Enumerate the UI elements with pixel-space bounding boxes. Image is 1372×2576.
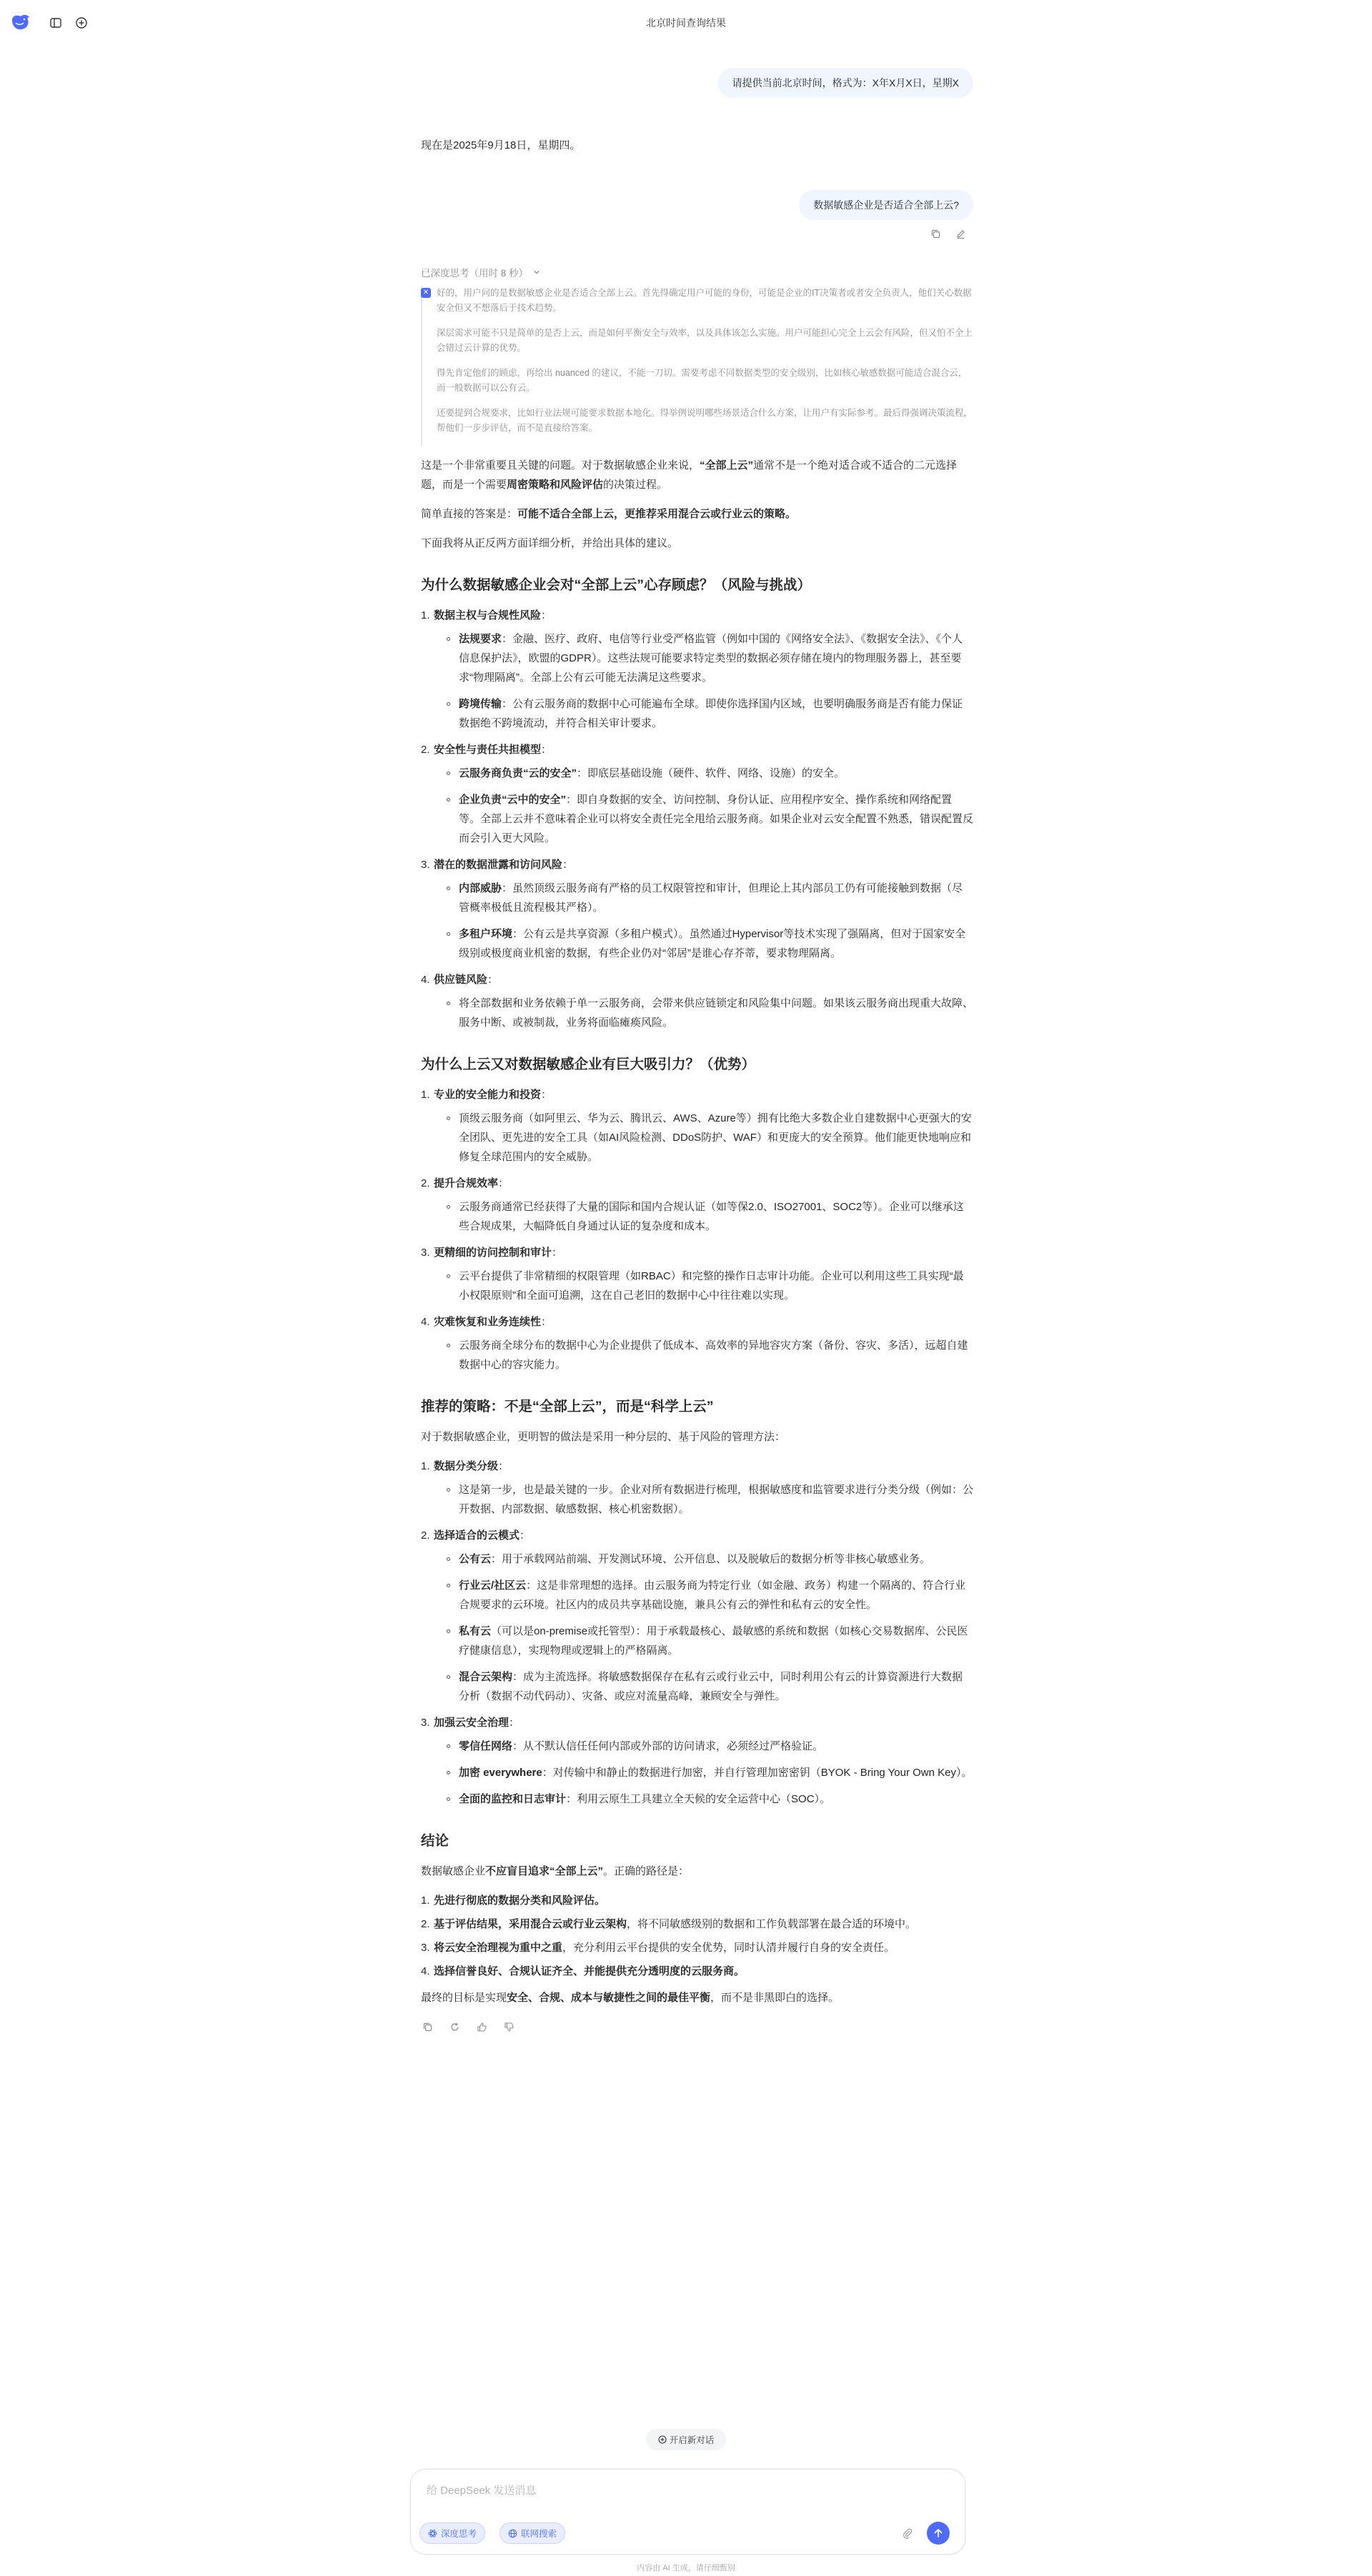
bullet-item-text: 云平台提供了非常精细的权限管理（如RBAC）和完整的操作日志审计功能。企业可以利用这些工具实现“最小权限原则”和全面可追溯，这在自己老旧的数据中心中往往难以实现。 <box>459 1270 964 1302</box>
user-message-actions <box>930 229 966 243</box>
bullet-item-text: ：即自身数据的安全、访问控制、身份认证、应用程序安全、操作系统和网络配置等。全部上云并不意味着企业可以将安全责任完全甩给云服务商。如果企业对云安全配置不熟悉，错误配置反而会引入更大风险。 <box>459 794 974 844</box>
bullet-item <box>434 1789 973 1809</box>
thumbs-down-icon[interactable] <box>502 2020 515 2033</box>
bullet-item <box>434 1737 973 1756</box>
bullet-item-text: ：从不默认信任任何内部或外部的访问请求，必须经过严格验证。 <box>512 1740 824 1752</box>
bullet-list <box>434 1480 973 1519</box>
list-number: 4. <box>421 1316 430 1328</box>
bullet-list <box>434 1549 973 1706</box>
list-item-title: 数据主权与合规性风险 <box>434 609 542 621</box>
section-heading: 为什么数据敏感企业会对“全部上云”心存顾虑？（风险与挑战） <box>421 577 812 593</box>
bullet-item-title: 多租户环境 <box>459 928 513 940</box>
numbered-list <box>421 1457 973 1809</box>
list-item-title: 数据分类分级 <box>434 1460 499 1472</box>
bullet-item <box>434 1267 973 1305</box>
bullet-list <box>434 1109 973 1167</box>
list-item: 1. 数据分类分级： 这是第一步，也是最关键的一步。企业对所有数据进行梳理，根据敏感度和监管要求进行分类分级（例如：公开数据、内部数据、敏感数据、核心机密数据）。 <box>421 1457 973 1519</box>
bullet-item-title: 公有云 <box>459 1553 492 1565</box>
regenerate-icon[interactable] <box>448 2020 461 2033</box>
thinking-toggle[interactable] <box>421 264 548 280</box>
bullet-item-text: ：公有云是共享资源（多租户模式）。虽然通过Hypervisor等技术实现了强隔离，但对于国家安全级别或极度商业机密的数据，有些企业仍对“邻居”是谁心存芥蒂，要求物理隔离。 <box>459 928 966 959</box>
user-message: 数据敏感企业是否适合全部上云? <box>799 190 973 220</box>
list-number: 1. <box>421 1089 430 1101</box>
bullet-item <box>434 1622 973 1660</box>
answer-paragraph: 对于数据敏感企业，更明智的做法是采用一种分层的、基于风险的管理方法： <box>421 1431 786 1443</box>
new-chat-label: 开启新对话 <box>669 2435 715 2445</box>
list-item-title: 专业的安全能力和投资 <box>434 1089 542 1101</box>
list-item: 2. 安全性与责任共担模型： 云服务商负责“云的安全”：即底层基础设施（硬件、软件、网络、设施）的安全。 企业负责“云中的安全”：即自身数据的安全、访问控制、身份认证、应用程序安全、操作系统和网络配置等。全部上云并不意味着企业可以将安全责任完全甩给云服务商。如果企业对云安全配置不熟悉，错误配置反而会引入更大风险。 <box>421 740 973 848</box>
bullet-item-text: （可以是on-premise或托管型）：用于承载最核心、最敏感的系统和数据（如核心交易数据库、公民医疗健康信息），实现物理或逻辑上的严格隔离。 <box>459 1625 968 1657</box>
web-search-label: 联网搜索 <box>521 2529 557 2539</box>
list-item: 3. 加强云安全治理： 零信任网络：从不默认信任任何内部或外部的访问请求，必须经过严格验证。 加密 everywhere：对传输中和静止的数据进行加密，并自行管理加密密钥（BYOK - Bring Your Own Key）。 全面的监控和日志审计：利用云原生工具建立全天候的安全运营中心（SOC）。 <box>421 1713 973 1809</box>
list-number: 2. <box>421 744 430 756</box>
arrow-up-icon <box>933 2527 944 2539</box>
edit-icon[interactable] <box>955 229 966 243</box>
bullet-item-text: ：公有云服务商的数据中心可能遍布全球。即使你选择国内区域，也要明确服务商是否有能力保证数据绝不跨境流动，并符合相关审计要求。 <box>459 698 963 729</box>
chevron-down-icon <box>532 268 541 276</box>
list-number: 3. <box>421 859 430 871</box>
bullet-item <box>434 790 973 848</box>
bullet-item-title: 行业云/社区云 <box>459 1579 527 1592</box>
list-item <box>421 1914 973 1934</box>
thinking-paragraph: 得先肯定他们的顾虑，再给出 nuanced 的建议，不能一刀切。需要考虑不同数据类型的安全级别，比如核心敏感数据可能适合混合云，而一般数据可以公有云。 <box>437 368 968 393</box>
bullet-list <box>434 879 973 963</box>
list-item-title: 更精细的访问控制和审计 <box>434 1247 552 1259</box>
bullet-item <box>434 1197 973 1236</box>
atom-icon <box>428 2529 437 2538</box>
paperclip-icon <box>902 2527 913 2539</box>
bullet-list <box>434 764 973 848</box>
bullet-item-text: 云服务商通常已经获得了大量的国际和国内合规认证（如等保2.0、ISO27001、SOC2等）。企业可以继承这些合规成果，大幅降低自身通过认证的复杂度和成本。 <box>459 1201 964 1232</box>
assistant-message: 现在是2025年9月18日，星期四。 <box>421 139 581 151</box>
list-item: 4. 灾难恢复和业务连续性： 云服务商全球分布的数据中心为企业提供了低成本、高效率的异地容灾方案（备份、容灾、多活），远超自建数据中心的容灾能力。 <box>421 1312 973 1374</box>
list-item <box>421 1962 973 1981</box>
list-item: 4. 供应链风险： 将全部数据和业务依赖于单一云服务商，会带来供应链锁定和风险集中问题。如果该云服务商出现重大故障、服务中断、或被制裁，业务将面临瘫痪风险。 <box>421 970 973 1032</box>
bullet-item-text: ：对传输中和静止的数据进行加密，并自行管理加密密钥（BYOK - Bring Your Own Key）。 <box>542 1767 973 1779</box>
bullet-item-title: 跨境传输 <box>459 698 502 710</box>
list-number: 4. <box>421 974 430 986</box>
assistant-answer <box>421 456 973 2033</box>
bullet-item-text: ：虽然顶级云服务商有严格的员工权限管控和审计，但理论上其内部员工仍有可能接触到数据（尽管概率极低且流程极其严格）。 <box>459 882 963 914</box>
bullet-item <box>434 629 973 687</box>
list-item-text: ，充分利用云平台提供的安全优势，同时认清并履行自身的安全责任。 <box>562 1942 895 1954</box>
list-number: 1. <box>421 1894 430 1907</box>
numbered-list <box>421 1085 973 1374</box>
list-item-title: 提升合规效率 <box>434 1177 499 1189</box>
list-number: 4. <box>421 1965 430 1977</box>
list-item-title: 先进行彻底的数据分类和风险评估。 <box>434 1894 606 1907</box>
list-item: 2. 提升合规效率： 云服务商通常已经获得了大量的国际和国内合规认证（如等保2.0、ISO27001、SOC2等）。企业可以继承这些合规成果，大幅降低自身通过认证的复杂度和成本。 <box>421 1174 973 1236</box>
answer-paragraph: 下面我将从正反两方面详细分析，并给出具体的建议。 <box>421 537 679 549</box>
list-item: 1. 数据主权与合规性风险： 法规要求：金融、医疗、政府、电信等行业受严格监管（例如中国的《网络安全法》、《数据安全法》、《个人信息保护法》，欧盟的GDPR）。这些法规可能要求特定类型的数据必须存储在境内的物理服务器上，甚至要求“物理隔离”。全部上公有云可能无法满足这些要求。 跨境传输：公有云服务商的数据中心可能遍布全球。即使你选择国内区域，也要明确服务商是否有能力保证数据绝不跨境流动，并符合相关审计要求。 <box>421 606 973 733</box>
bullet-item-text: ：利用云原生工具建立全天候的安全运营中心（SOC）。 <box>566 1793 831 1805</box>
bullet-item <box>434 1763 973 1782</box>
list-item: 3. 潜在的数据泄露和访问风险： 内部威胁：虽然顶级云服务商有严格的员工权限管控和审计，但理论上其内部员工仍有可能接触到数据（尽管概率极低且流程极其严格）。 多租户环境：公有云是共享资源（多租户模式）。虽然通过Hypervisor等技术实现了强隔离，但对于国家安全级别或极度商业机密的数据，有些企业仍对“邻居”是谁心存芥蒂，要求物理隔离。 <box>421 855 973 963</box>
list-number: 2. <box>421 1918 430 1930</box>
copy-icon[interactable] <box>930 229 941 243</box>
list-item-title: 供应链风险 <box>434 974 488 986</box>
list-number: 2. <box>421 1529 430 1542</box>
bullet-item-title: 混合云架构 <box>459 1671 513 1683</box>
answer-paragraph: 数据敏感企业不应盲目追求“全部上云”。正确的路径是： <box>421 1865 690 1877</box>
web-search-toggle[interactable] <box>499 2522 565 2544</box>
bullet-item-title: 加密 everywhere <box>459 1767 542 1779</box>
bullet-item-title: 零信任网络 <box>459 1740 513 1752</box>
send-button[interactable] <box>927 2522 950 2545</box>
bullet-list <box>434 994 973 1032</box>
globe-icon <box>508 2529 517 2538</box>
bullet-list <box>434 1336 973 1374</box>
list-item <box>421 1938 973 1957</box>
list-item: 1. 专业的安全能力和投资： 顶级云服务商（如阿里云、华为云、腾讯云、AWS、Azure等）拥有比绝大多数企业自建数据中心更强大的安全团队、更先进的安全工具（如AI风险检测、DDoS防护、WAF）和更庞大的安全预算。他们能更快地响应和修复全球范围内的安全威胁。 <box>421 1085 973 1167</box>
list-item: 3. 更精细的访问控制和审计： 云平台提供了非常精细的权限管理（如RBAC）和完整的操作日志审计功能。企业可以利用这些工具实现“最小权限原则”和全面可追溯，这在自己老旧的数据中心中往往难以实现。 <box>421 1243 973 1305</box>
bullet-item-text: 这是第一步，也是最关键的一步。企业对所有数据进行梳理，根据敏感度和监管要求进行分类分级（例如：公开数据、内部数据、敏感数据、核心机密数据）。 <box>459 1484 974 1515</box>
answer-paragraph: 简单直接的答案是：可能不适合全部上云，更推荐采用混合云或行业云的策略。 <box>421 508 797 520</box>
bullet-item <box>434 1480 973 1519</box>
bullet-item-text: ：用于承载网站前端、开发测试环境、公开信息、以及脱敏后的数据分析等非核心敏感业务。 <box>491 1553 931 1565</box>
bullet-list <box>434 1737 973 1809</box>
bullet-item-title: 全面的监控和日志审计 <box>459 1793 567 1805</box>
deepseek-icon: ✕ <box>421 288 431 298</box>
bullet-item <box>434 1549 973 1569</box>
bullet-list <box>434 629 973 733</box>
bullet-item <box>434 1576 973 1614</box>
bullet-item <box>434 694 973 733</box>
thinking-paragraph: 好的，用户问的是数据敏感企业是否适合全部上云。首先得确定用户可能的身份，可能是企业的IT决策者或者安全负责人，他们关心数据安全但又不想落后于技术趋势。 <box>437 288 972 313</box>
list-number: 1. <box>421 1460 430 1472</box>
bullet-list <box>434 1197 973 1236</box>
disclaimer: 内容由 AI 生成，请仔细甄别 <box>637 2564 735 2572</box>
bullet-item-title: 企业负责“云中的安全” <box>459 794 567 806</box>
copy-icon[interactable] <box>421 2020 434 2033</box>
plus-circle-icon <box>658 2435 667 2444</box>
thinking-toggle-label: 已深度思考（用时 8 秒） <box>421 268 529 279</box>
list-item-title: 潜在的数据泄露和访问风险 <box>434 859 563 871</box>
bullet-item <box>434 924 973 963</box>
page-title: 北京时间查询结果 <box>646 17 726 29</box>
list-item: 2. 选择适合的云模式： 公有云：用于承载网站前端、开发测试环境、公开信息、以及脱敏后的数据分析等非核心敏感业务。 行业云/社区云：这是非常理想的选择。由云服务商为特定行业（如金融、政务）构建一个隔离的、符合行业合规要求的云环境。社区内的成员共享基础设施，兼具公有云的弹性和私有云的安全性。 私有云（可以是on-premise或托管型）：用于承载最核心、最敏感的系统和数据（如核心交易数据库、公民医疗健康信息），实现物理或逻辑上的严格隔离。 混合云架构：成为主流选择。将敏感数据保存在私有云或行业云中，同时利用公有云的计算资源进行大数据分析（数据不动代码动）、灾备、或应对流量高峰，兼顾安全与弹性。 <box>421 1526 973 1706</box>
section-heading: 结论 <box>421 1833 449 1849</box>
numbered-list <box>421 606 973 1032</box>
thinking-paragraph: 深层需求可能不只是简单的是否上云，而是如何平衡安全与效率，以及具体该怎么实施。用户可能担心完全上云会有风险，但又怕不全上会错过云计算的优势。 <box>437 328 973 353</box>
list-item-title: 灾难恢复和业务连续性 <box>434 1316 542 1328</box>
bullet-item-title: 私有云 <box>459 1625 492 1637</box>
message-composer <box>410 2469 965 2555</box>
list-number: 1. <box>421 609 430 621</box>
bullet-item-title: 云服务商负责“云的安全” <box>459 767 577 779</box>
bullet-item <box>434 1667 973 1706</box>
list-item-title: 选择信誉良好、合规认证齐全、并能提供充分透明度的云服务商。 <box>434 1965 745 1977</box>
thinking-paragraph: 还要提到合规要求，比如行业法规可能要求数据本地化。得举例说明哪些场景适合什么方案，让用户有实际参考。最后得强调决策流程，帮他们一步步评估，而不是直接给答案。 <box>437 408 973 433</box>
top-bar <box>0 0 1372 46</box>
list-item-title: 安全性与责任共担模型 <box>434 744 542 756</box>
bullet-item-text: ：这是非常理想的选择。由云服务商为特定行业（如金融、政务）构建一个隔离的、符合行业合规要求的云环境。社区内的成员共享基础设施，兼具公有云的弹性和私有云的安全性。 <box>459 1579 966 1611</box>
bullet-item-text: 将全部数据和业务依赖于单一云服务商，会带来供应链锁定和风险集中问题。如果该云服务商出现重大故障、服务中断、或被制裁，业务将面临瘫痪风险。 <box>459 997 974 1029</box>
bullet-item-text: 云服务商全球分布的数据中心为企业提供了低成本、高效率的异地容灾方案（备份、容灾、多活），远超自建数据中心的容灾能力。 <box>459 1339 968 1371</box>
list-item-title: 基于评估结果，采用混合云或行业云架构 <box>434 1918 627 1930</box>
section-heading: 为什么上云又对数据敏感企业有巨大吸引力？（优势） <box>421 1057 756 1072</box>
section-heading: 推荐的策略：不是“全部上云”，而是“科学上云” <box>421 1399 714 1414</box>
list-item <box>421 1891 973 1910</box>
bullet-item-title: 法规要求 <box>459 633 502 645</box>
bullet-item-text: 顶级云服务商（如阿里云、华为云、腾讯云、AWS、Azure等）拥有比绝大多数企业自建数据中心更强大的安全团队、更先进的安全工具（如AI风险检测、DDoS防护、WAF）和更庞大的安全预算。他们能更快地响应和修复全球范围内的安全威胁。 <box>459 1112 972 1163</box>
bullet-item <box>434 879 973 917</box>
bullet-list <box>434 1267 973 1305</box>
answer-paragraph: 这是一个非常重要且关键的问题。对于数据敏感企业来说，“全部上云”通常不是一个绝对适合或不适合的二元选择题，而是一个需要周密策略和风险评估的决策过程。 <box>421 459 958 491</box>
bullet-item <box>434 994 973 1032</box>
bullet-item <box>434 1336 973 1374</box>
bullet-item-text: ：金融、医疗、政府、电信等行业受严格监管（例如中国的《网络安全法》、《数据安全法》、《个人信息保护法》，欧盟的GDPR）。这些法规可能要求特定类型的数据必须存储在境内的物理服务器上，甚至要求“物理隔离”。全部上公有云可能无法满足这些要求。 <box>459 633 963 684</box>
bullet-item-text: ：即底层基础设施（硬件、软件、网络、设施）的安全。 <box>577 767 845 779</box>
bullet-item <box>434 764 973 783</box>
thumbs-up-icon[interactable] <box>475 2020 488 2033</box>
list-item-title: 选择适合的云模式 <box>434 1529 520 1542</box>
bullet-item-title: 内部威胁 <box>459 882 502 894</box>
new-chat-pill-button[interactable] <box>646 2429 726 2450</box>
deep-think-label: 深度思考 <box>441 2529 477 2539</box>
list-number: 2. <box>421 1177 430 1189</box>
attach-button[interactable] <box>900 2525 915 2541</box>
list-item-title: 将云安全治理视为重中之重 <box>434 1942 563 1954</box>
list-item-title: 加强云安全治理 <box>434 1717 509 1729</box>
message-input[interactable]: 给 DeepSeek 发送消息 <box>427 2485 537 2497</box>
user-message: 请提供当前北京时间，格式为：X年X月X日，星期X <box>718 68 973 98</box>
list-number: 3. <box>421 1717 430 1729</box>
list-item-text: ，将不同敏感级别的数据和工作负载部署在最合适的环境中。 <box>627 1918 917 1930</box>
numbered-list <box>421 1891 973 1981</box>
bullet-item-text: ：成为主流选择。将敏感数据保存在私有云或行业云中，同时利用公有云的计算资源进行大数据分析（数据不动代码动）、灾备、或应对流量高峰，兼顾安全与弹性。 <box>459 1671 963 1702</box>
list-number: 3. <box>421 1247 430 1259</box>
answer-paragraph: 最终的目标是实现安全、合规、成本与敏捷性之间的最佳平衡，而不是非黑即白的选择。 <box>421 1992 840 2004</box>
answer-actions <box>421 2020 973 2033</box>
deep-think-toggle[interactable] <box>419 2522 485 2544</box>
list-number: 3. <box>421 1942 430 1954</box>
thinking-content <box>421 286 975 446</box>
bullet-item <box>434 1109 973 1167</box>
